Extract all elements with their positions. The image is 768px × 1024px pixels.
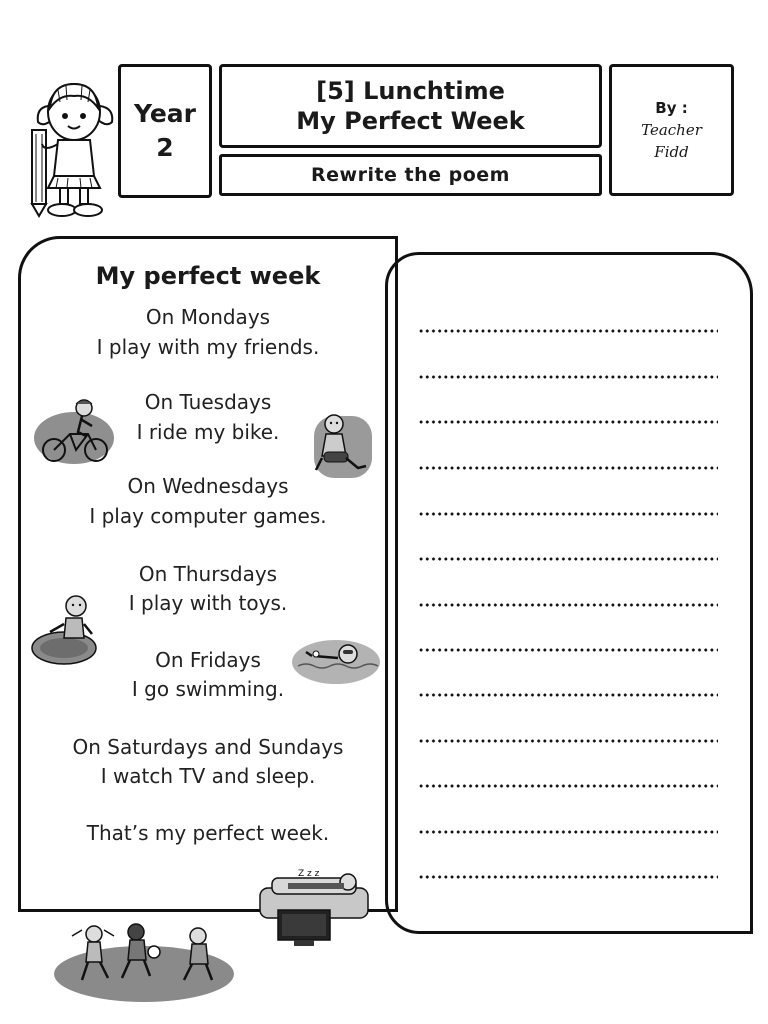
writing-line[interactable] bbox=[418, 375, 718, 379]
author-name-line2: Fidd bbox=[654, 143, 689, 161]
instruction-text: Rewrite the poem bbox=[311, 164, 510, 186]
writing-line[interactable] bbox=[418, 557, 718, 561]
poem-line: I play with toys. bbox=[128, 591, 288, 615]
poem-line: I ride my bike. bbox=[136, 420, 280, 444]
writing-line[interactable] bbox=[418, 329, 718, 333]
year-label: Year bbox=[134, 99, 196, 128]
boy-playing-game-icon bbox=[308, 408, 374, 484]
poem-line: On Thursdays bbox=[138, 562, 278, 586]
writing-line[interactable] bbox=[418, 648, 718, 652]
poem-line: I play computer games. bbox=[89, 504, 327, 528]
year-number: 2 bbox=[156, 133, 174, 162]
boy-riding-bike-icon bbox=[34, 394, 114, 466]
year-box bbox=[118, 64, 212, 198]
boy-swimming-icon bbox=[292, 636, 380, 686]
poem-line: I go swimming. bbox=[131, 677, 285, 701]
poem-line: On Tuesdays bbox=[144, 390, 272, 414]
writing-line[interactable] bbox=[418, 466, 718, 470]
writing-line[interactable] bbox=[418, 693, 718, 697]
writing-line[interactable] bbox=[418, 739, 718, 743]
worksheet-title: My Perfect Week bbox=[296, 107, 525, 135]
poem-line: I play with my friends. bbox=[96, 335, 320, 359]
writing-line[interactable] bbox=[418, 420, 718, 424]
poem-line: On Wednesdays bbox=[127, 474, 289, 498]
children-playing-football-icon bbox=[52, 918, 234, 1004]
writing-line[interactable] bbox=[418, 875, 718, 879]
poem-title: My perfect week bbox=[95, 262, 321, 290]
boy-sleeping-tv-icon bbox=[258, 866, 370, 950]
writing-line[interactable] bbox=[418, 830, 718, 834]
title-box bbox=[219, 64, 602, 148]
by-label: By : bbox=[655, 99, 688, 117]
poem-line: I watch TV and sleep. bbox=[100, 764, 316, 788]
writing-line[interactable] bbox=[418, 603, 718, 607]
girl-with-pencil-icon bbox=[28, 78, 120, 220]
poem-line: On Fridays bbox=[155, 648, 261, 672]
poem-line: That’s my perfect week. bbox=[86, 821, 330, 845]
poem-line: On Mondays bbox=[145, 305, 271, 329]
writing-line[interactable] bbox=[418, 512, 718, 516]
boy-playing-with-toys-icon bbox=[30, 590, 98, 668]
svg-text:Z z z: Z z z bbox=[298, 869, 320, 879]
author-name-line1: Teacher bbox=[641, 121, 702, 139]
instruction-box bbox=[219, 154, 602, 196]
poem-line: On Saturdays and Sundays bbox=[72, 735, 344, 759]
writing-line[interactable] bbox=[418, 784, 718, 788]
author-box bbox=[609, 64, 734, 196]
lesson-title: [5] Lunchtime bbox=[316, 77, 505, 105]
